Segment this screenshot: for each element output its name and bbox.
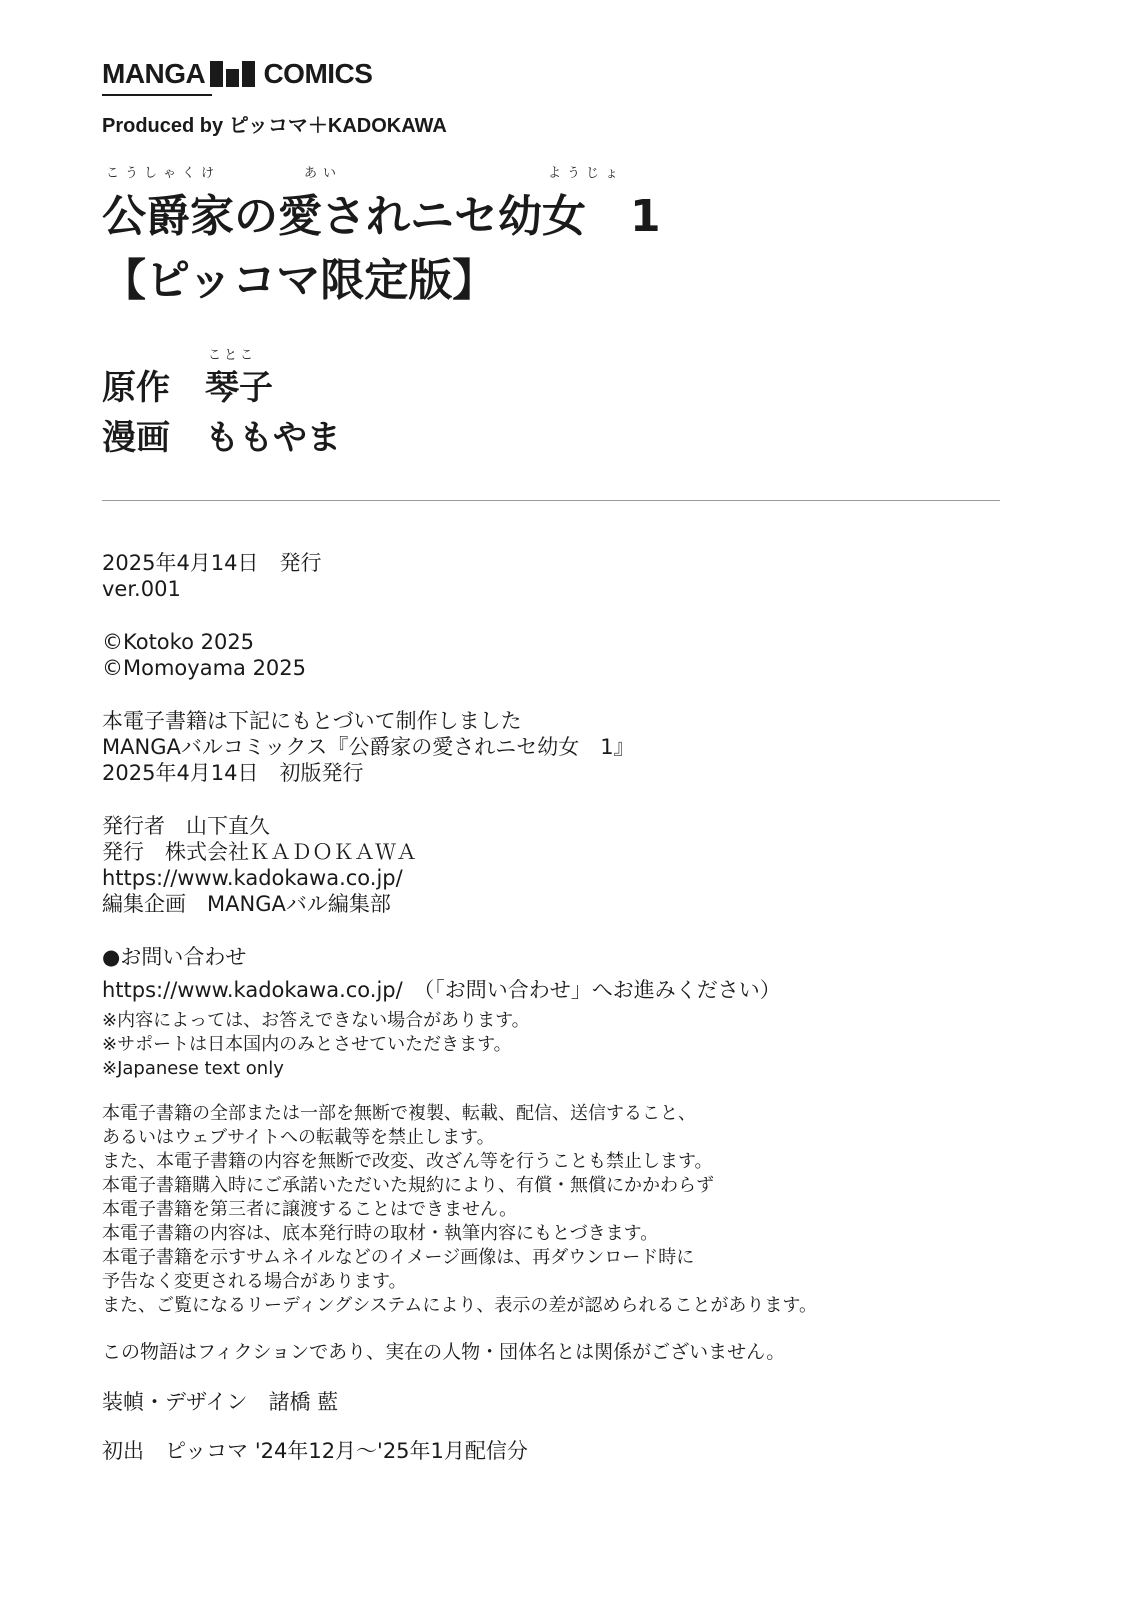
legal-line: また、本電子書籍の内容を無断で改変、改ざん等を行うことも禁止します。 [102, 1151, 713, 1172]
publication-date: 2025年4月14日 発行 [102, 551, 322, 575]
title-ruby-youjo: ようじょ [548, 166, 625, 181]
legal-line: 本電子書籍の全部または一部を無断で複製、転載、配信、送信すること、 [102, 1103, 696, 1124]
title-ruby-koushakuke: こうしゃくけ [106, 166, 221, 181]
logo-manga-text: MANGA [102, 58, 206, 89]
design-credit: 装幀・デザイン 諸橋 藍 [102, 1390, 339, 1414]
publisher-company: 発行 株式会社ＫＡＤＯＫＡＷＡ [102, 840, 417, 864]
legal-line: 本電子書籍の内容は、底本発行時の取材・執筆内容にもとづきます。 [102, 1223, 659, 1244]
version: ver.001 [102, 577, 181, 601]
legal-line: 本電子書籍を示すサムネイルなどのイメージ画像は、再ダウンロード時に [102, 1247, 695, 1268]
logo-mark-bar [226, 69, 239, 87]
section-divider [102, 500, 1000, 501]
author-ruby: ことこ [208, 348, 257, 363]
fiction-disclaimer: この物語はフィクションであり、実在の人物・団体名とは関係がございません。 [102, 1341, 786, 1363]
first-published: 初出 ピッコマ '24年12月～'25年1月配信分 [102, 1439, 528, 1463]
inquiry-note: ※Japanese text only [102, 1058, 284, 1079]
logo-mark-bar [210, 61, 223, 87]
inquiry-heading: ●お問い合わせ [102, 945, 247, 969]
original-author-name: 琴子 [205, 368, 273, 408]
publisher-url[interactable]: https://www.kadokawa.co.jp/ [102, 866, 403, 890]
edition-label: 【ピッコマ限定版】 [102, 255, 497, 306]
legal-line: また、ご覧になるリーディングシステムにより、表示の差が認められることがあります。 [102, 1295, 817, 1316]
editorial-department: 編集企画 MANGAバル編集部 [102, 892, 391, 916]
inquiry-url[interactable]: https://www.kadokawa.co.jp/ （「お問い合わせ」へお進みください） [102, 978, 781, 1002]
inquiry-note: ※サポートは日本国内のみとさせていただきます。 [102, 1034, 512, 1055]
logo-comics-text: COMICS [263, 58, 373, 89]
copyright-artist: ©Momoyama 2025 [102, 656, 307, 680]
inquiry-note: ※内容によっては、お答えできない場合があります。 [102, 1010, 530, 1031]
legal-line: 予告なく変更される場合があります。 [102, 1271, 407, 1292]
manga-artist-label: 漫画 [102, 418, 170, 458]
logo-mark-bar [242, 61, 255, 87]
source-date: 2025年4月14日 初版発行 [102, 761, 364, 785]
produced-by-line: Produced by ピッコマ＋KADOKAWA [102, 115, 447, 137]
issuer: 発行者 山下直久 [102, 814, 270, 838]
manga-artist-name: ももやま [205, 418, 341, 458]
title-ruby-ai: あい [304, 166, 343, 181]
copyright-author: ©Kotoko 2025 [102, 630, 255, 654]
source-title: MANGAバルコミックス『公爵家の愛されニセ幼女 1』 [102, 735, 635, 759]
original-work-label: 原作 [102, 368, 170, 408]
logo-underline [102, 94, 212, 96]
book-title: 公爵家の愛されニセ幼女 1 [102, 191, 661, 242]
legal-line: 本電子書籍を第三者に譲渡することはできません。 [102, 1199, 518, 1220]
manga-bal-comics-logo [102, 58, 372, 90]
legal-line: あるいはウェブサイトへの転載等を禁止します。 [102, 1127, 495, 1148]
legal-line: 本電子書籍購入時にご承諾いただいた規約により、有償・無償にかかわらず [102, 1175, 714, 1196]
source-note: 本電子書籍は下記にもとづいて制作しました [102, 709, 522, 733]
